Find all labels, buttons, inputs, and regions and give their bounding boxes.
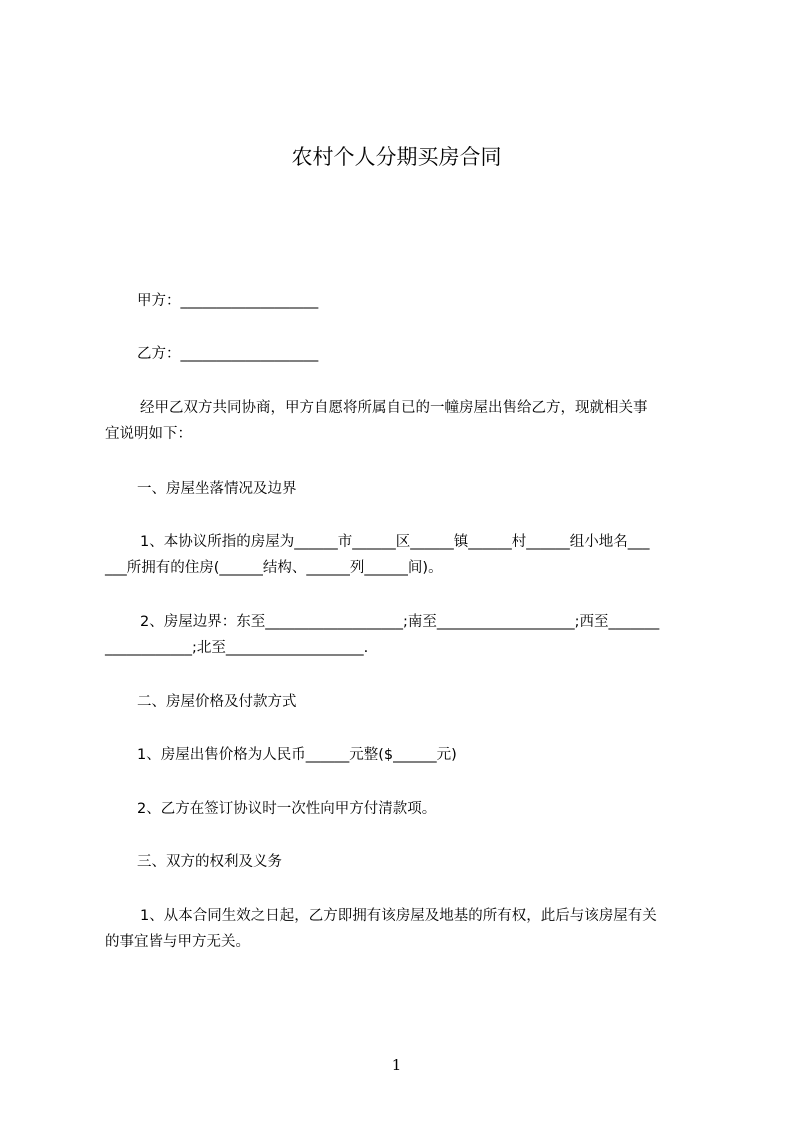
party-b-field: 乙方：___________________ (137, 346, 319, 362)
page-number: 1 (391, 1056, 402, 1074)
section-1-item-1-line-2: ___所拥有的住房(______结构、______列______间)。 (105, 560, 443, 576)
section-3-item-1-line-2: 的事宜皆与甲方无关。 (105, 934, 250, 950)
section-2-item-2: 2、乙方在签订协议时一次性向甲方付清款项。 (137, 801, 437, 817)
section-1-heading: 一、房屋坐落情况及边界 (137, 481, 297, 497)
party-a-field: 甲方：___________________ (137, 293, 319, 309)
section-2-heading: 二、房屋价格及付款方式 (137, 694, 297, 710)
intro-paragraph-line-2: 宜说明如下： (105, 426, 192, 442)
section-2-item-1: 1、房屋出售价格为人民币______元整($______元) (137, 747, 457, 763)
section-3-item-1-line-1: 1、从本合同生效之日起，乙方即拥有该房屋及地基的所有权，此后与该房屋有关 (140, 908, 657, 924)
section-1-item-1-line-1: 1、本协议所指的房屋为______市______区______镇______村______组小地名___ (140, 534, 650, 550)
document-title: 农村个人分期买房合同 (291, 145, 502, 169)
section-1-item-2-line-1: 2、房屋边界：东至___________________;南至___________________;西至_______ (140, 614, 660, 630)
intro-paragraph-line-1: 经甲乙双方共同协商，甲方自愿将所属自已的一幢房屋出售给乙方，现就相关事 (140, 400, 648, 416)
section-3-heading: 三、双方的权利及义务 (137, 854, 282, 870)
section-1-item-2-line-2: ____________;北至___________________. (105, 640, 369, 656)
